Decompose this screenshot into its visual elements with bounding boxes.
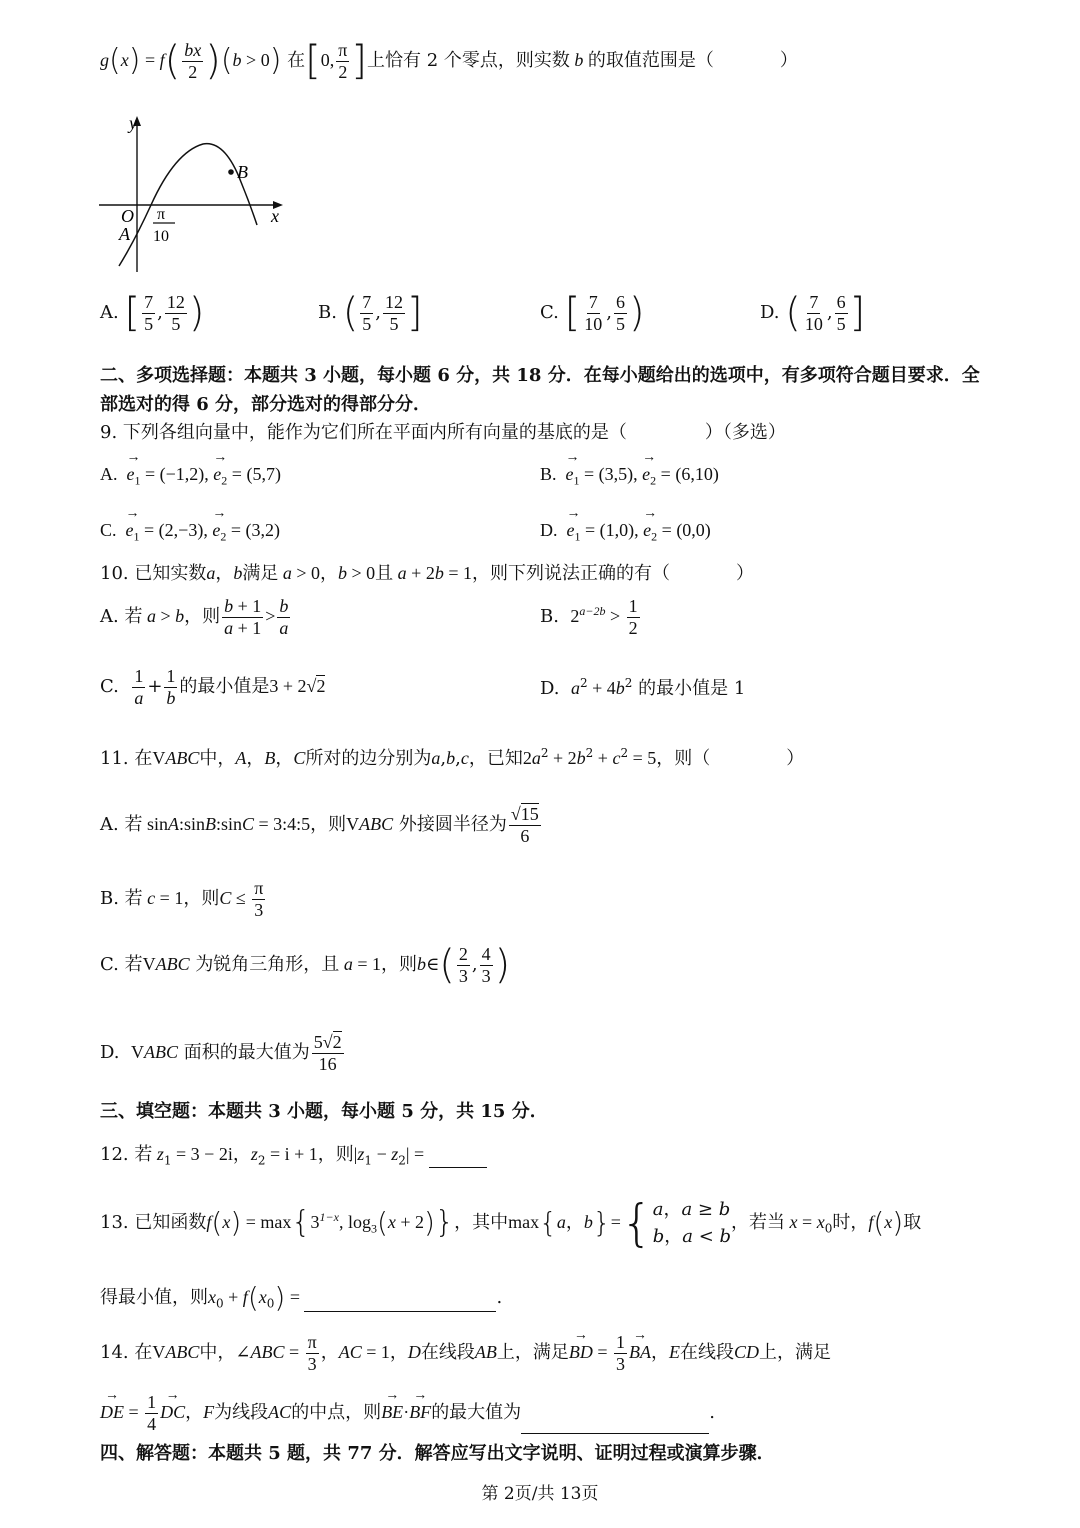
q14-stem-cont: → DE = $\frac{1}{4}$ → DC，F为线段AC的中点，则→ BE·→ BF的最大值为 . <box>100 1392 715 1434</box>
q14-stem: 14. 在VABC中，∠ABC = $\frac{\pi}{3}$ ，AC = 1，D在线段AB上，满足→ BD = $\frac{1}{3}$ → BA，E在线段CD上，满足 <box>100 1332 831 1374</box>
page-footer: 第 2页/共 13页 <box>481 1484 599 1504</box>
q13-stem-cont: 得最小值，则$x_0 + f(x_0)$ = . <box>100 1281 503 1314</box>
q13-stem: 13. 已知函数$f(x) = \max\{3^{1-x}$, $\log_3(x + 2)$}，其中max{a，b}={ a，a ≥ b b，a < b ，若当 $x = x_0$时，f(x)取 <box>100 1194 922 1252</box>
q14-answer-blank[interactable] <box>521 1415 709 1434</box>
x-axis-label: x <box>271 206 279 226</box>
q10-option-a[interactable]: A. 若 a > b，则 $\frac{b + 1}{a + 1}$ > $\frac{b}{a}$ <box>100 596 289 638</box>
q8-option-b[interactable]: B. ( $\frac{7}{5}$ , $\frac{12}{5}$ ] <box>318 290 423 337</box>
q11-option-b[interactable]: B. 若 c = 1，则C ≤ $\frac{\pi}{3}$ <box>100 878 264 920</box>
q8-option-a[interactable]: A. [ $\frac{7}{5}$ , $\frac{12}{5}$ ) <box>100 290 205 337</box>
tick-num: π <box>157 206 166 223</box>
q9-option-b[interactable]: B. → $e_1 = (3,5)$, → $e_2 = (6,10)$ <box>540 464 719 488</box>
q11-option-a[interactable]: A. 若 sinA:sinB:sinC = 3:4:5，则VABC 外接圆半径为 $\frac{√15}{6}$ <box>100 804 539 846</box>
q8-option-d[interactable]: D. ( $\frac{7}{10}$ , $\frac{6}{5}$ ] <box>760 290 866 337</box>
q9-stem: 9. 下列各组向量中，能作为它们所在平面内所有向量的基底的是（ ）（多选） <box>100 422 786 443</box>
y-axis-label: y <box>129 113 137 133</box>
q11-option-c[interactable]: C. 若VABC 为锐角三角形，且 a = 1，则b∈( $\frac{2}{3}$ , $\frac{4}{3}$ ) <box>100 942 511 989</box>
q9-option-c[interactable]: C. → $e_1 = (2,-3)$, → $e_2 = (3,2)$ <box>100 520 280 544</box>
point-a-label: A <box>119 224 130 244</box>
q8-stem-line: g(x) = f( $\frac{bx}{2}$ )(b > 0) 在[0, $\frac{\pi}{2}$ ]上恰有 2 个零点，则实数 b 的取值范围是（ ） <box>100 38 798 85</box>
q10-option-d[interactable]: D. $a^2 + 4b^2$ 的最小值是 1 <box>540 676 746 699</box>
section4-heading: 四、解答题：本题共 5 题，共 77 分．解答应写出文字说明、证明过程或演算步骤． <box>100 1443 775 1464</box>
q12-stem: 12. 若 $z_1 = 3 - 2i$，$z_2 = i + 1$，则$|z_1 - z_2|$ = <box>100 1144 487 1168</box>
q13-answer-blank[interactable] <box>304 1293 496 1312</box>
section2-heading: 二、多项选择题：本题共 3 小题，每小题 6 分，共 18 分．在每小题给出的选项中，有多项符合题目要求．全 <box>100 365 980 386</box>
sine-graph <box>95 112 295 277</box>
q11-stem: 11. 在VABC中，A，B，C所对的边分别为a,b,c，已知$2a^2 + 2b^2 + c^2 = 5$，则（ ） <box>100 746 805 769</box>
q10-option-c[interactable]: C. $\frac{1}{a}$ + $\frac{1}{b}$ 的最小值是3 + 2√2 <box>100 666 326 708</box>
q12-answer-blank[interactable] <box>429 1149 487 1168</box>
section2-heading-cont: 部选对的得 6 分，部分选对的得部分分． <box>100 394 432 415</box>
q9-option-a[interactable]: A. → $e_1 = (-1,2)$, → $e_2 = (5,7)$ <box>100 464 281 488</box>
q10-stem: 10. 已知实数a，b满足 a > 0，b > 0且 a + 2b = 1，则下列说法正确的有（ ） <box>100 563 754 584</box>
q8-option-c[interactable]: C. [ $\frac{7}{10}$ , $\frac{6}{5}$ ) <box>540 290 645 337</box>
tick-den: 10 <box>153 228 169 245</box>
q9-option-d[interactable]: D. → $e_1 = (1,0)$, → $e_2 = (0,0)$ <box>540 520 711 544</box>
q10-option-b[interactable]: B. $2^{a-2b}$ > $\frac{1}{2}$ <box>540 596 638 638</box>
origin-label: O <box>121 206 134 226</box>
q11-option-d[interactable]: D. VABC 面积的最大值为 $\frac{5√2}{16}$ <box>100 1032 342 1074</box>
section3-heading: 三、填空题：本题共 3 小题，每小题 5 分，共 15 分． <box>100 1101 548 1122</box>
point-b-label: B <box>237 162 248 182</box>
